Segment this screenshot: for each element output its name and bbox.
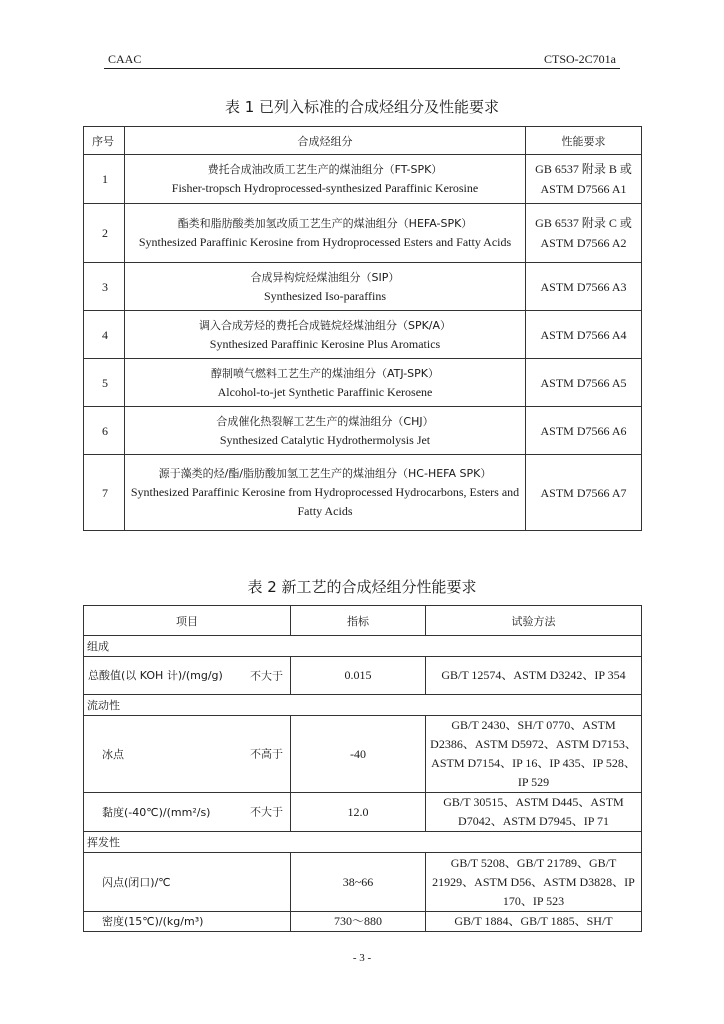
component-cell: [125, 263, 526, 311]
component-zh: 酯类和脂肪酸类加氢改质工艺生产的煤油组分（HEFA-SPK）: [177, 217, 473, 230]
table2-col-method: 试验方法: [426, 606, 642, 636]
table2-caption: 表 2 新工艺的合成烃组分性能要求: [247, 578, 477, 596]
table-row: [84, 359, 642, 407]
component-en: Synthesized Paraffinic Kerosine from Hydroprocessed Hydrocarbons, Esters and Fatty Acids: [130, 485, 520, 518]
table1-col-requirement: 性能要求: [526, 127, 642, 155]
item-limit: 不大于: [250, 669, 283, 682]
method-cell: GB/T 5208、GB/T 21789、GB/T 21929、ASTM D56、ASTM D3828、IP 170、IP 523: [426, 853, 642, 912]
value-cell: -40: [291, 716, 426, 793]
requirement-cell: [526, 155, 642, 204]
component-zh: 醇制喷气燃料工艺生产的煤油组分（ATJ-SPK）: [210, 366, 440, 380]
item-label: 总酸值(以 KOH 计)/(mg/g): [88, 669, 223, 682]
component-zh: 费托合成油改质工艺生产的煤油组分（FT-SPK）: [207, 163, 443, 176]
row-number: 6: [84, 407, 125, 455]
table1-col-no: 序号: [84, 127, 125, 155]
requirement-line: GB 6537 附录 C 或: [535, 216, 632, 230]
component-en: Synthesized Catalytic Hydrothermolysis Jet: [219, 432, 431, 447]
row-number: 7: [84, 455, 125, 531]
header-doc-number: CTSO-2C701a: [544, 52, 616, 66]
requirement-line: ASTM D7566 A2: [540, 236, 627, 250]
requirement-cell: [526, 204, 642, 263]
table-row: [84, 912, 642, 932]
component-cell: [125, 455, 526, 531]
table1-col-component: 合成烃组分: [125, 127, 526, 155]
item-label: 密度(15℃)/(kg/m³): [102, 915, 204, 928]
item-label: 闪点(闭口)/℃: [102, 875, 171, 889]
component-en: Alcohol-to-jet Synthetic Paraffinic Kerosene: [217, 384, 433, 399]
method-cell: GB/T 12574、ASTM D3242、IP 354: [426, 657, 642, 695]
table-row: [84, 716, 642, 793]
component-en: Synthesized Paraffinic Kerosine from Hydroprocessed Esters and Fatty Acids: [138, 235, 512, 249]
section-volatility: 挥发性: [84, 832, 642, 853]
table-row: [84, 657, 642, 695]
component-cell: [125, 311, 526, 359]
page-header: [108, 52, 616, 67]
table2: [83, 605, 642, 932]
table-row: [84, 407, 642, 455]
header-rule: [104, 68, 620, 69]
section-composition: 组成: [84, 636, 642, 657]
item-acid-number: [84, 657, 291, 695]
table-row: [84, 204, 642, 263]
item-limit: 不高于: [250, 747, 283, 761]
table-row: [84, 311, 642, 359]
requirement-cell: ASTM D7566 A5: [526, 359, 642, 407]
requirement-line: GB 6537 附录 B 或: [535, 162, 632, 176]
item-flash-point: [84, 853, 291, 912]
component-cell: [125, 155, 526, 204]
component-cell: [125, 359, 526, 407]
table2-col-value: 指标: [291, 606, 426, 636]
component-en: Synthesized Paraffinic Kerosine Plus Aromatics: [209, 336, 441, 351]
page-number: - 3 -: [352, 952, 372, 964]
table-row: [84, 793, 642, 832]
row-number: 1: [84, 155, 125, 204]
component-en: Fisher-tropsch Hydroprocessed-synthesized Paraffinic Kerosine: [171, 181, 479, 195]
row-number: 5: [84, 359, 125, 407]
value-cell: 0.015: [291, 657, 426, 695]
table1-header-row: [84, 127, 642, 155]
component-zh: 合成催化热裂解工艺生产的煤油组分（CHJ）: [216, 414, 434, 428]
section-row: [84, 832, 642, 853]
row-number: 2: [84, 204, 125, 263]
table1: [83, 126, 642, 531]
item-label: 冰点: [102, 747, 124, 761]
section-row: [84, 636, 642, 657]
component-zh: 源于藻类的烃/酯/脂肪酸加氢工艺生产的煤油组分（HC-HEFA SPK）: [158, 467, 492, 480]
value-cell: 12.0: [291, 793, 426, 832]
value-cell: 38~66: [291, 853, 426, 912]
table1-caption: 表 1 已列入标准的合成烃组分及性能要求: [224, 98, 500, 116]
component-cell: [125, 204, 526, 263]
component-en: Synthesized Iso-paraffins: [263, 288, 387, 303]
requirement-cell: ASTM D7566 A4: [526, 311, 642, 359]
method-cell: GB/T 30515、ASTM D445、ASTM D7042、ASTM D7945、IP 71: [426, 793, 642, 832]
section-fluidity: 流动性: [84, 695, 642, 716]
table2-col-item: 项目: [84, 606, 291, 636]
component-zh: 合成异构烷烃煤油组分（SIP）: [250, 270, 400, 284]
item-label: 黏度(-40℃)/(mm²/s): [102, 805, 211, 819]
item-density: [84, 912, 291, 932]
row-number: 4: [84, 311, 125, 359]
value-cell: 730～880: [291, 912, 426, 932]
table-row: [84, 853, 642, 912]
table2-header-row: [84, 606, 642, 636]
section-row: [84, 695, 642, 716]
table-row: [84, 455, 642, 531]
requirement-line: ASTM D7566 A1: [540, 182, 627, 196]
requirement-cell: ASTM D7566 A6: [526, 407, 642, 455]
requirement-cell: ASTM D7566 A3: [526, 263, 642, 311]
table-row: [84, 155, 642, 204]
row-number: 3: [84, 263, 125, 311]
item-freezing-point: [84, 716, 291, 793]
requirement-cell: ASTM D7566 A7: [526, 455, 642, 531]
item-viscosity: [84, 793, 291, 832]
component-cell: [125, 407, 526, 455]
component-zh: 调入合成芳烃的费托合成链烷烃煤油组分（SPK/A）: [198, 318, 452, 332]
header-org: CAAC: [108, 52, 142, 66]
method-cell: GB/T 1884、GB/T 1885、SH/T: [426, 912, 642, 932]
table-row: [84, 263, 642, 311]
item-limit: 不大于: [250, 805, 283, 819]
method-cell: GB/T 2430、SH/T 0770、ASTM D2386、ASTM D5972、ASTM D7153、ASTM D7154、IP 16、IP 435、IP 528、IP 529: [426, 716, 642, 793]
